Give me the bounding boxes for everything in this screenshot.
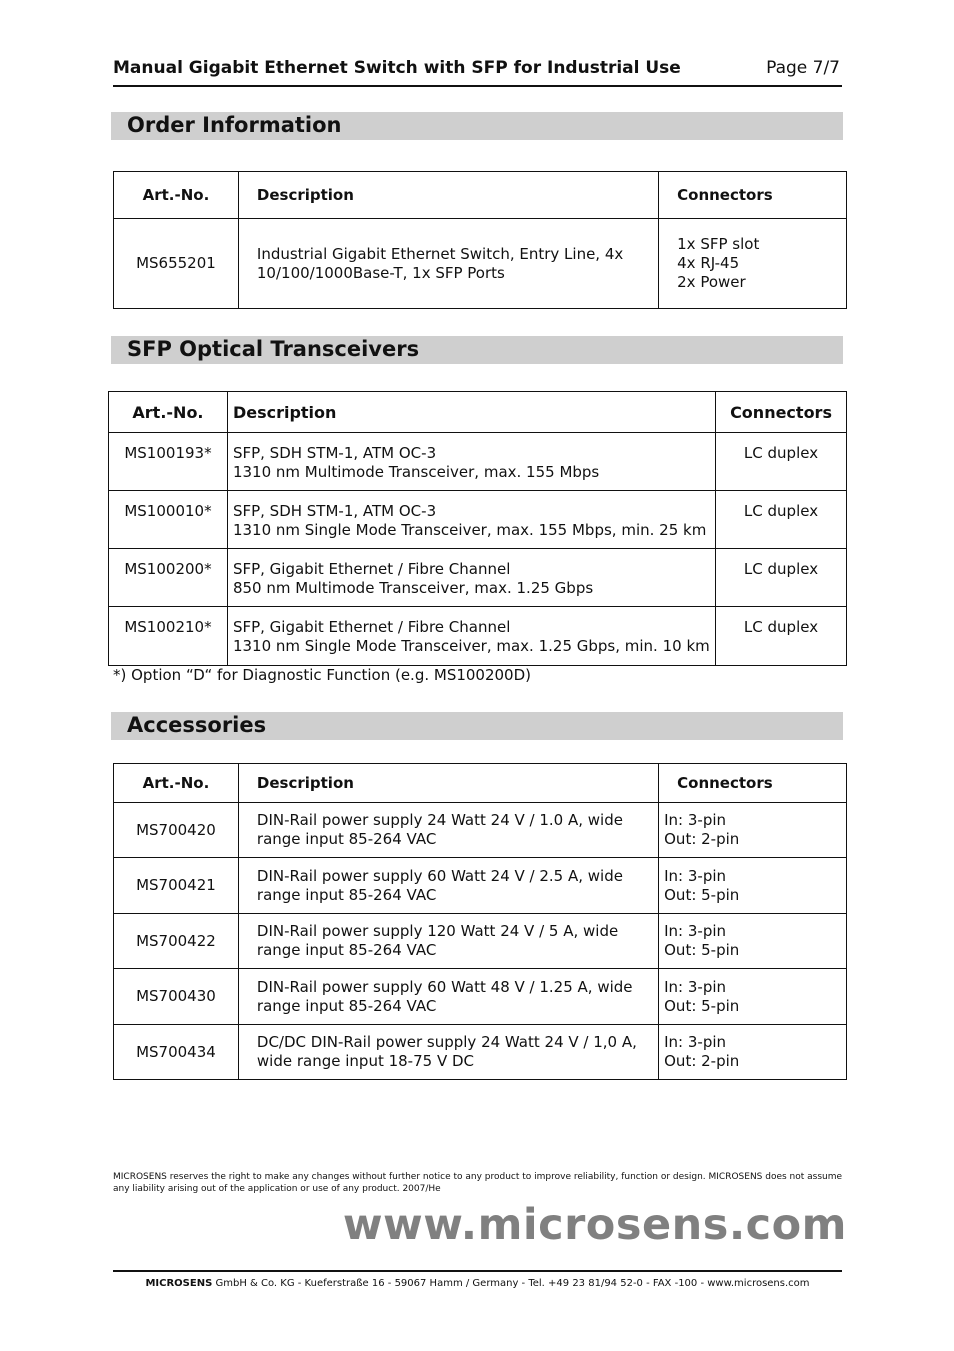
column-header: Description bbox=[238, 172, 658, 219]
footnote: *) Option “D“ for Diagnostic Function (e.g. MS100200D) bbox=[113, 666, 532, 684]
description-cell bbox=[238, 803, 658, 858]
table-row bbox=[109, 491, 847, 549]
connector-line: 4x RJ-45 bbox=[677, 254, 740, 272]
table-row bbox=[114, 219, 847, 309]
section-heading: Accessories bbox=[127, 713, 267, 737]
table-row bbox=[109, 433, 847, 491]
table-row bbox=[114, 914, 847, 969]
section-heading: Order Information bbox=[127, 113, 342, 137]
table-header-row bbox=[109, 392, 847, 433]
description-line: Industrial Gigabit Ethernet Switch, Entry Line, 4x bbox=[256, 244, 624, 263]
connector-line: Out: 2-pin bbox=[664, 830, 740, 848]
disclaimer-text: MICROSENS reserves the right to make any changes without further notice to any product to improve reliability, function or design. MICROSENS does not assume any liability arising out of the application or use of any product. 2007/He bbox=[113, 1172, 843, 1194]
connector-line: In: 3-pin bbox=[664, 811, 727, 829]
page-number: Page 7/7 bbox=[766, 58, 840, 78]
connectors-cell: LC duplex bbox=[716, 491, 847, 549]
connectors-cell bbox=[659, 858, 847, 914]
table-row bbox=[109, 607, 847, 666]
connectors-cell: LC duplex bbox=[716, 607, 847, 666]
description-line: range input 85-264 VAC bbox=[256, 996, 437, 1015]
art-no-cell: MS100200* bbox=[109, 549, 228, 607]
column-header: Description bbox=[238, 764, 658, 803]
table-row bbox=[114, 803, 847, 858]
description-cell bbox=[238, 219, 658, 309]
connectors-cell bbox=[659, 969, 847, 1025]
connectors-cell bbox=[659, 1025, 847, 1080]
description-line: range input 85-264 VAC bbox=[256, 885, 437, 904]
connector-line: 2x Power bbox=[677, 273, 746, 291]
description-line: wide range input 18-75 V DC bbox=[256, 1052, 475, 1070]
description-line: 1310 nm Single Mode Transceiver, max. 155 Mbps, min. 25 km bbox=[232, 521, 707, 539]
company-address bbox=[113, 1278, 842, 1289]
description-cell bbox=[238, 1025, 658, 1080]
connector-line: In: 3-pin bbox=[664, 922, 727, 940]
order-information-table bbox=[113, 171, 847, 309]
website-url[interactable]: www.microsens.com bbox=[342, 1200, 847, 1250]
description-cell bbox=[227, 491, 715, 549]
column-header: Connectors bbox=[659, 764, 847, 803]
description-cell bbox=[238, 969, 658, 1025]
description-cell bbox=[238, 858, 658, 914]
connectors-cell: LC duplex bbox=[716, 549, 847, 607]
column-header: Art.-No. bbox=[114, 764, 239, 803]
art-no-cell: MS700430 bbox=[114, 969, 239, 1025]
column-header: Art.-No. bbox=[114, 172, 239, 219]
description-line: DIN-Rail power supply 60 Watt 24 V / 2.5 A, wide bbox=[256, 866, 623, 885]
section-order-information bbox=[111, 112, 843, 140]
document-title: Manual Gigabit Ethernet Switch with SFP for Industrial Use bbox=[113, 58, 681, 78]
description-cell bbox=[227, 549, 715, 607]
connectors-cell bbox=[659, 803, 847, 858]
connector-line: 1x SFP slot bbox=[677, 235, 760, 253]
art-no-cell: MS100193* bbox=[109, 433, 228, 491]
description-line: SFP, SDH STM-1, ATM OC-3 bbox=[232, 444, 437, 462]
column-header: Connectors bbox=[659, 172, 847, 219]
footer-divider bbox=[113, 1270, 842, 1272]
art-no-cell: MS700422 bbox=[114, 914, 239, 969]
description-cell bbox=[227, 607, 715, 666]
connector-line: Out: 5-pin bbox=[664, 885, 740, 904]
connector-line: In: 3-pin bbox=[664, 866, 727, 885]
table-row bbox=[109, 549, 847, 607]
column-header: Art.-No. bbox=[109, 392, 228, 433]
connector-line: Out: 5-pin bbox=[664, 996, 740, 1015]
description-line: 850 nm Multimode Transceiver, max. 1.25 Gbps bbox=[232, 579, 594, 597]
sfp-transceivers-table bbox=[108, 391, 847, 666]
table-row bbox=[114, 858, 847, 914]
table-row bbox=[114, 1025, 847, 1080]
section-heading: SFP Optical Transceivers bbox=[127, 337, 420, 361]
address-text: GmbH & Co. KG - Kueferstraße 16 - 59067 Hamm / Germany - Tel. +49 23 81/94 52-0 - FAX -100 - www.microsens.com bbox=[212, 1278, 810, 1289]
table-row bbox=[114, 969, 847, 1025]
accessories-table bbox=[113, 763, 847, 1080]
art-no-cell: MS700420 bbox=[114, 803, 239, 858]
description-cell bbox=[227, 433, 715, 491]
description-line: 10/100/1000Base-T, 1x SFP Ports bbox=[256, 263, 505, 282]
connector-line: Out: 5-pin bbox=[664, 941, 740, 959]
description-line: DIN-Rail power supply 60 Watt 48 V / 1.25 A, wide bbox=[256, 977, 633, 996]
connectors-cell bbox=[659, 219, 847, 309]
description-line: DIN-Rail power supply 120 Watt 24 V / 5 A, wide bbox=[256, 922, 619, 940]
section-sfp-transceivers bbox=[111, 336, 843, 364]
description-line: SFP, SDH STM-1, ATM OC-3 bbox=[232, 502, 437, 520]
art-no-cell: MS100210* bbox=[109, 607, 228, 666]
description-line: DC/DC DIN-Rail power supply 24 Watt 24 V / 1,0 A, bbox=[256, 1033, 637, 1051]
description-line: range input 85-264 VAC bbox=[256, 830, 437, 848]
column-header: Connectors bbox=[716, 392, 847, 433]
description-line: SFP, Gigabit Ethernet / Fibre Channel bbox=[232, 618, 511, 636]
connectors-cell bbox=[659, 914, 847, 969]
art-no-cell: MS700421 bbox=[114, 858, 239, 914]
company-name: MICROSENS bbox=[145, 1278, 213, 1289]
description-line: 1310 nm Single Mode Transceiver, max. 1.25 Gbps, min. 10 km bbox=[232, 637, 710, 655]
art-no-cell: MS100010* bbox=[109, 491, 228, 549]
connector-line: In: 3-pin bbox=[664, 1033, 727, 1051]
column-header: Description bbox=[227, 392, 715, 433]
connector-line: Out: 2-pin bbox=[664, 1052, 740, 1070]
table-header-row bbox=[114, 172, 847, 219]
description-line: 1310 nm Multimode Transceiver, max. 155 Mbps bbox=[232, 463, 600, 481]
art-no-cell: MS700434 bbox=[114, 1025, 239, 1080]
description-cell bbox=[238, 914, 658, 969]
connector-line: In: 3-pin bbox=[664, 977, 727, 996]
art-no-cell: MS655201 bbox=[114, 219, 239, 309]
table-header-row bbox=[114, 764, 847, 803]
page-header bbox=[113, 55, 842, 87]
section-accessories bbox=[111, 712, 843, 740]
description-line: range input 85-264 VAC bbox=[256, 941, 437, 959]
description-line: DIN-Rail power supply 24 Watt 24 V / 1.0 A, wide bbox=[256, 811, 623, 829]
connectors-cell: LC duplex bbox=[716, 433, 847, 491]
description-line: SFP, Gigabit Ethernet / Fibre Channel bbox=[232, 560, 511, 578]
